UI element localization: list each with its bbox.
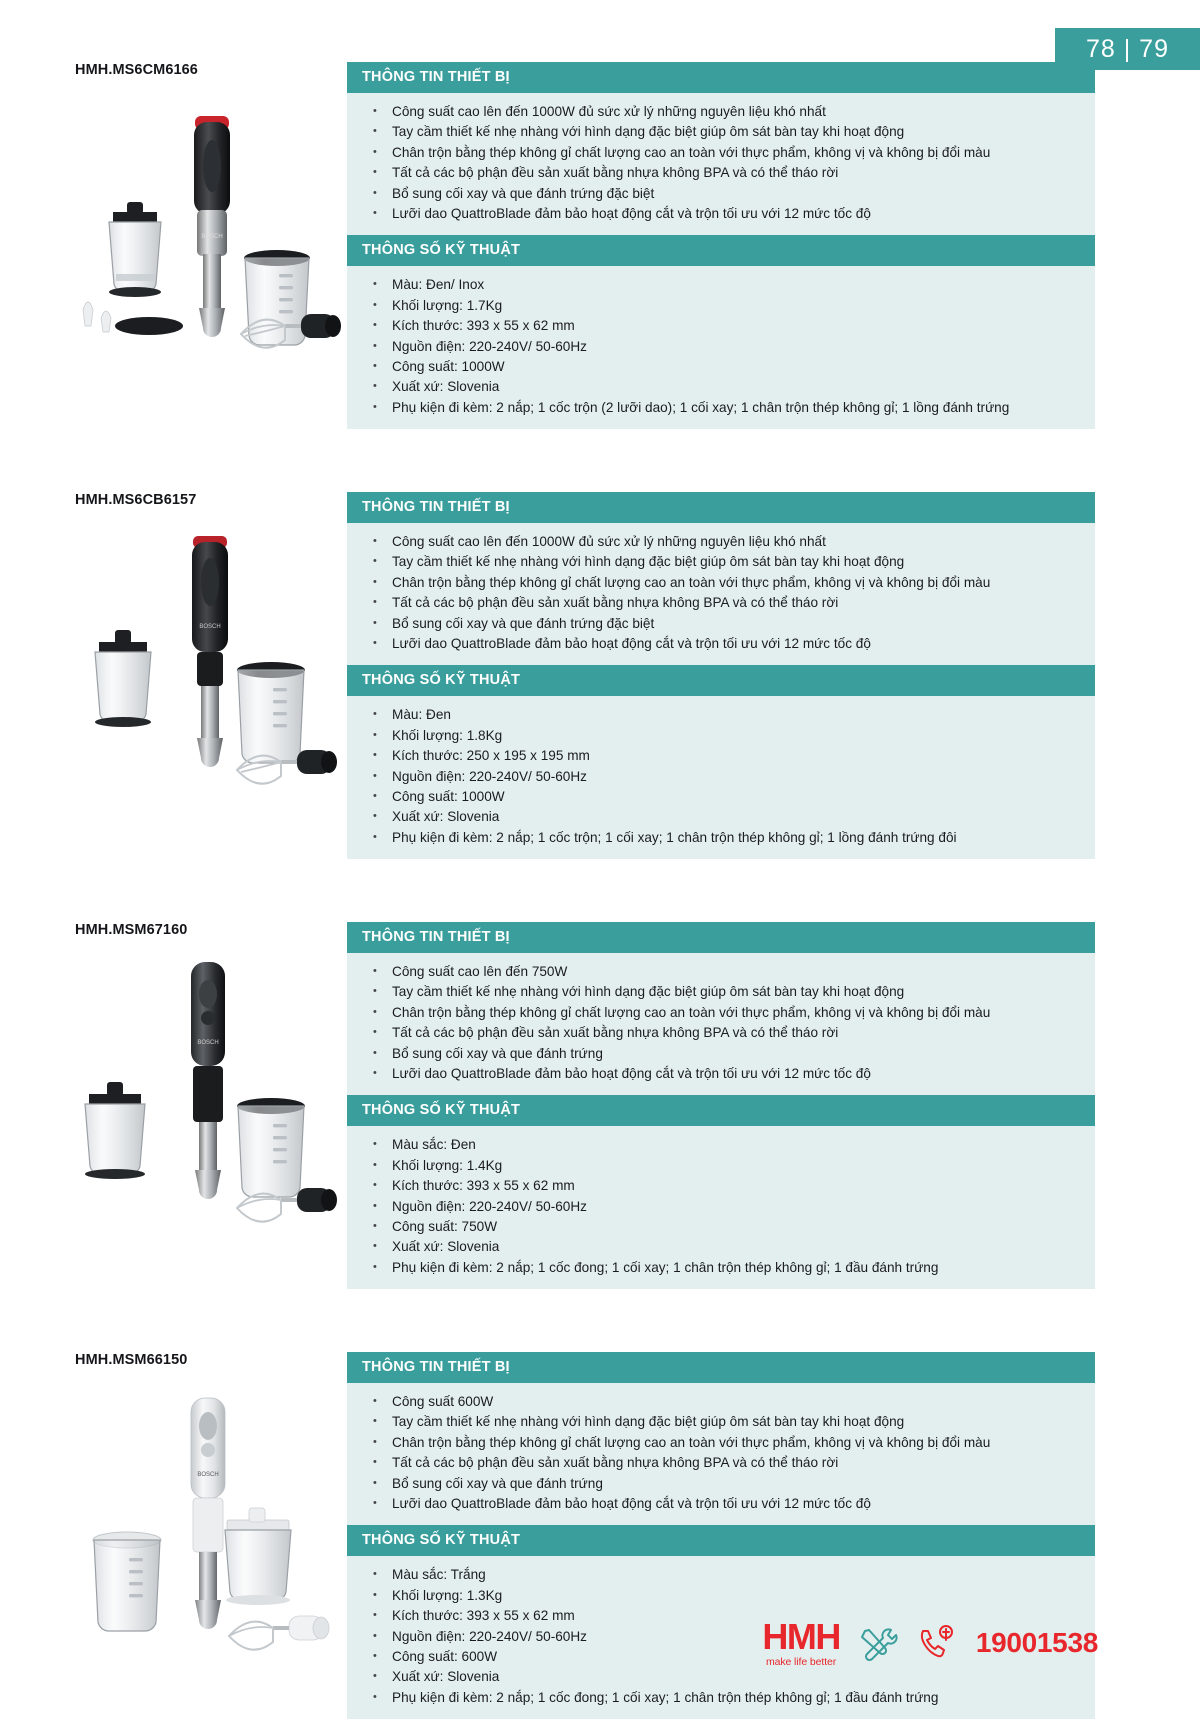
section-body-info <box>347 1383 1095 1525</box>
spec-bullet: • Màu: Đen/ Inox <box>347 275 1095 295</box>
hmh-logo <box>762 1615 840 1668</box>
info-bullet: • Chân trộn bằng thép không gỉ chất lượng cao an toàn với thực phẩm, không vị và không bị đổi màu <box>347 143 1095 163</box>
info-bullet: • Công suất cao lên đến 1000W đủ sức xử lý những nguyên liệu khó nhất <box>347 102 1095 122</box>
spec-bullet: • Phụ kiện đi kèm: 2 nắp; 1 cốc đong; 1 cối xay; 1 chân trộn thép không gỉ; 1 đầu đánh trứng <box>347 1258 1095 1278</box>
info-bullet: • Tất cả các bộ phận đều sản xuất bằng nhựa không BPA và có thể tháo rời <box>347 1023 1095 1043</box>
section-header-info: THÔNG TIN THIẾT BỊ <box>347 1352 1095 1383</box>
info-bullet: • Tất cả các bộ phận đều sản xuất bằng nhựa không BPA và có thể tháo rời <box>347 1453 1095 1473</box>
spec-bullet: • Khối lượng: 1.8Kg <box>347 726 1095 746</box>
info-bullet: • Bổ sung cối xay và que đánh trứng đặc biệt <box>347 614 1095 634</box>
section-header-specs: THÔNG SỐ KỸ THUẬT <box>347 665 1095 696</box>
product-block <box>75 492 1095 860</box>
spec-bullet: • Màu: Đen <box>347 705 1095 725</box>
product-code: HMH.MS6CM6166 <box>75 62 198 78</box>
section-header-info: THÔNG TIN THIẾT BỊ <box>347 922 1095 953</box>
spec-bullet: • Kích thước: 393 x 55 x 62 mm <box>347 1176 1095 1196</box>
section-header-info: THÔNG TIN THIẾT BỊ <box>347 492 1095 523</box>
spec-bullet: • Kích thước: 393 x 55 x 62 mm <box>347 316 1095 336</box>
info-bullet: • Bổ sung cối xay và que đánh trứng đặc biệt <box>347 184 1095 204</box>
spec-bullet: • Công suất: 1000W <box>347 357 1095 377</box>
spec-bullet: • Công suất: 1000W <box>347 787 1095 807</box>
section-header-specs: THÔNG SỐ KỸ THUẬT <box>347 235 1095 266</box>
spec-bullet: • Nguồn điện: 220-240V/ 50-60Hz <box>347 337 1095 357</box>
info-bullet: • Tất cả các bộ phận đều sản xuất bằng nhựa không BPA và có thể tháo rời <box>347 593 1095 613</box>
product-separator <box>75 860 1095 922</box>
product-code: HMH.MS6CB6157 <box>75 492 197 508</box>
spec-bullet: • Công suất: 600W <box>347 1647 1095 1667</box>
spec-bullet: • Màu sắc: Đen <box>347 1135 1095 1155</box>
product-code: HMH.MSM67160 <box>75 922 188 938</box>
product-image-column <box>75 922 347 1248</box>
spec-bullet: • Nguồn điện: 220-240V/ 50-60Hz <box>347 1197 1095 1217</box>
phone-support-icon <box>916 1623 958 1663</box>
section-body-specs <box>347 696 1095 859</box>
section-header-specs: THÔNG SỐ KỸ THUẬT <box>347 1525 1095 1556</box>
section-header-specs: THÔNG SỐ KỸ THUẬT <box>347 1095 1095 1126</box>
info-bullet: • Tay cầm thiết kế nhẹ nhàng với hình dạng đặc biệt giúp ôm sát bàn tay khi hoạt động <box>347 122 1095 142</box>
spec-bullet: • Phụ kiện đi kèm: 2 nắp; 1 cốc đong; 1 cối xay; 1 chân trộn thép không gỉ; 1 đầu đánh trứng <box>347 1688 1095 1708</box>
svg-text:BOSCH: BOSCH <box>201 234 223 240</box>
info-bullet: • Công suất 600W <box>347 1392 1095 1412</box>
hmh-logo-text: HMH <box>762 1615 840 1657</box>
info-bullet: • Tất cả các bộ phận đều sản xuất bằng nhựa không BPA và có thể tháo rời <box>347 163 1095 183</box>
product-block <box>75 922 1095 1290</box>
product-image-column <box>75 62 347 388</box>
spec-bullet: • Nguồn điện: 220-240V/ 50-60Hz <box>347 1627 1095 1647</box>
section-body-info <box>347 93 1095 235</box>
spec-bullet: • Xuất xứ: Slovenia <box>347 1237 1095 1257</box>
spec-bullet: • Kích thước: 393 x 55 x 62 mm <box>347 1606 1095 1626</box>
product-block <box>75 62 1095 430</box>
product-details-column <box>347 492 1095 859</box>
page-number-badge: 78 | 79 <box>1055 28 1200 70</box>
product-image-column <box>75 1352 347 1678</box>
spec-bullet: • Nguồn điện: 220-240V/ 50-60Hz <box>347 767 1095 787</box>
info-bullet: • Lưỡi dao QuattroBlade đảm bảo hoạt động cắt và trộn tối ưu với 12 mức tốc độ <box>347 634 1095 654</box>
product-image-hand-blender-white-600w-with-accessories <box>75 1378 347 1678</box>
spec-bullet: • Màu sắc: Trắng <box>347 1565 1095 1585</box>
product-separator <box>75 1290 1095 1352</box>
product-image-hand-blender-black-750w-with-accessories <box>75 948 347 1248</box>
spec-bullet: • Kích thước: 250 x 195 x 195 mm <box>347 746 1095 766</box>
spec-bullet: • Phụ kiện đi kèm: 2 nắp; 1 cốc trộn (2 lưỡi dao); 1 cối xay; 1 chân trộn thép không gỉ; 1 lồng đánh trứng <box>347 398 1095 418</box>
footer-bar <box>762 1615 1098 1668</box>
info-bullet: • Lưỡi dao QuattroBlade đảm bảo hoạt động cắt và trộn tối ưu với 12 mức tốc độ <box>347 1064 1095 1084</box>
info-bullet: • Lưỡi dao QuattroBlade đảm bảo hoạt động cắt và trộn tối ưu với 12 mức tốc độ <box>347 1494 1095 1514</box>
info-bullet: • Bổ sung cối xay và que đánh trứng <box>347 1474 1095 1494</box>
spec-bullet: • Công suất: 750W <box>347 1217 1095 1237</box>
svg-text:BOSCH: BOSCH <box>197 1472 219 1478</box>
spec-bullet: • Phụ kiện đi kèm: 2 nắp; 1 cốc trộn; 1 cối xay; 1 chân trộn thép không gỉ; 1 lồng đánh trứng đôi <box>347 828 1095 848</box>
section-body-specs <box>347 1126 1095 1289</box>
info-bullet: • Tay cầm thiết kế nhẹ nhàng với hình dạng đặc biệt giúp ôm sát bàn tay khi hoạt động <box>347 1412 1095 1432</box>
info-bullet: • Lưỡi dao QuattroBlade đảm bảo hoạt động cắt và trộn tối ưu với 12 mức tốc độ <box>347 204 1095 224</box>
hotline-number: 19001538 <box>975 1626 1098 1658</box>
spec-bullet: • Xuất xứ: Slovenia <box>347 807 1095 827</box>
product-details-column <box>347 922 1095 1289</box>
svg-text:BOSCH: BOSCH <box>197 1040 219 1046</box>
product-image-column <box>75 492 347 818</box>
spec-bullet: • Xuất xứ: Slovenia <box>347 377 1095 397</box>
info-bullet: • Chân trộn bằng thép không gỉ chất lượng cao an toàn với thực phẩm, không vị và không bị đổi màu <box>347 573 1095 593</box>
info-bullet: • Bổ sung cối xay và que đánh trứng <box>347 1044 1095 1064</box>
section-body-specs <box>347 266 1095 429</box>
section-header-info: THÔNG TIN THIẾT BỊ <box>347 62 1095 93</box>
svg-text:BOSCH: BOSCH <box>199 624 221 630</box>
product-code: HMH.MSM66150 <box>75 1352 188 1368</box>
product-image-hand-blender-black-with-accessories <box>75 518 347 818</box>
spec-bullet: • Xuất xứ: Slovenia <box>347 1667 1095 1687</box>
section-body-info <box>347 953 1095 1095</box>
info-bullet: • Tay cầm thiết kế nhẹ nhàng với hình dạng đặc biệt giúp ôm sát bàn tay khi hoạt động <box>347 982 1095 1002</box>
info-bullet: • Tay cầm thiết kế nhẹ nhàng với hình dạng đặc biệt giúp ôm sát bàn tay khi hoạt động <box>347 552 1095 572</box>
product-separator <box>75 430 1095 492</box>
product-details-column <box>347 62 1095 429</box>
info-bullet: • Chân trộn bằng thép không gỉ chất lượng cao an toàn với thực phẩm, không vị và không bị đổi màu <box>347 1003 1095 1023</box>
section-body-info <box>347 523 1095 665</box>
spec-bullet: • Khối lượng: 1.3Kg <box>347 1586 1095 1606</box>
info-bullet: • Công suất cao lên đến 1000W đủ sức xử lý những nguyên liệu khó nhất <box>347 532 1095 552</box>
product-image-hand-blender-black-inox-with-accessories <box>75 88 347 388</box>
info-bullet: • Chân trộn bằng thép không gỉ chất lượng cao an toàn với thực phẩm, không vị và không bị đổi màu <box>347 1433 1095 1453</box>
info-bullet: • Công suất cao lên đến 750W <box>347 962 1095 982</box>
tools-icon <box>858 1623 898 1663</box>
hmh-tagline: make life better <box>765 1655 837 1668</box>
spec-bullet: • Khối lượng: 1.7Kg <box>347 296 1095 316</box>
spec-bullet: • Khối lượng: 1.4Kg <box>347 1156 1095 1176</box>
